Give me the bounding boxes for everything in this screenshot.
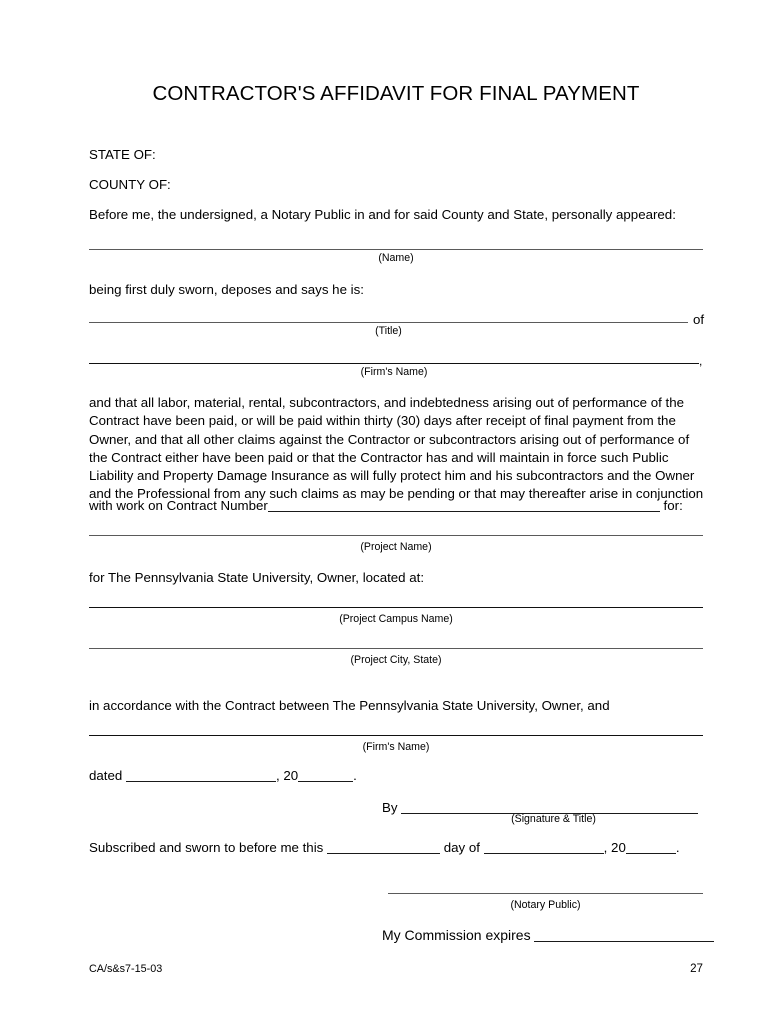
project-city-blank-rule[interactable] (89, 648, 703, 649)
body-line-2: Contract have been paid, or will be paid within thirty (30) days after receipt of final payment from the (89, 413, 676, 429)
notary-public-blank-rule[interactable] (388, 893, 703, 894)
county-of-label: COUNTY OF: (89, 177, 171, 192)
firm-name-caption-1: (Firm's Name) (360, 366, 428, 378)
title-caption: (Title) (375, 325, 402, 337)
name-blank-rule[interactable] (89, 249, 703, 250)
commission-expires-label: My Commission expires (382, 927, 531, 943)
body-line-1: and that all labor, material, rental, subcontractors, and indebtedness arising out of performance of the (89, 395, 685, 410)
project-city-caption: (Project City, State) (350, 654, 442, 666)
subscribed-period: . (675, 840, 680, 855)
contract-number-for-label: for: (663, 498, 683, 513)
affidavit-body-paragraph (89, 394, 704, 504)
dated-date-blank[interactable] (126, 770, 276, 782)
contract-number-line (89, 497, 683, 514)
subscribed-line (89, 839, 680, 856)
footer-form-code: CA/s&s7-15-03 (89, 963, 163, 975)
body-line-3: Owner, and that all other claims against the Contractor or subcontractors arising out of performance of (89, 431, 690, 447)
body-line-4: the Contract either have been paid or that the Contractor has and will maintain in force such Public (89, 449, 669, 465)
subscribed-day-of-label: day of (443, 840, 480, 855)
dated-line (89, 767, 357, 784)
sworn-statement-text: being first duly sworn, deposes and says he is: (89, 282, 364, 297)
firm-name-caption-2: (Firm's Name) (362, 741, 430, 753)
dated-year-blank[interactable] (298, 770, 353, 782)
title-blank-rule[interactable] (89, 322, 688, 323)
body-line-5: Liability and Property Damage Insurance as will fully protect him and his subcontractors and the Owner (89, 468, 695, 484)
notary-intro-text: Before me, the undersigned, a Notary Public in and for said County and State, personally appeared: (89, 207, 676, 222)
notary-public-caption: (Notary Public) (510, 899, 581, 911)
signature-title-caption: (Signature & Title) (511, 813, 596, 825)
subscribed-year-blank[interactable] (626, 842, 676, 854)
footer-page-number: 27 (690, 962, 703, 975)
name-caption: (Name) (378, 252, 414, 264)
accordance-text: in accordance with the Contract between The Pennsylvania State University, Owner, and (89, 698, 610, 713)
firm-name-trailing-comma: , (699, 354, 703, 368)
dated-label: dated (89, 768, 123, 783)
subscribed-day-blank[interactable] (327, 842, 440, 854)
page-title: CONTRACTOR'S AFFIDAVIT FOR FINAL PAYMENT (152, 82, 640, 105)
dated-period: . (353, 768, 357, 783)
project-campus-caption: (Project Campus Name) (339, 613, 453, 625)
by-label: By (382, 800, 398, 815)
subscribed-label: Subscribed and sworn to before me this (89, 840, 324, 855)
contract-number-label: with work on Contract Number (89, 498, 268, 513)
commission-expires-line (382, 927, 714, 944)
state-of-label: STATE OF: (89, 147, 156, 162)
contract-number-input-blank[interactable] (268, 500, 660, 512)
of-connector-word: of (693, 312, 705, 327)
firm-name-blank-rule-1[interactable] (89, 363, 699, 364)
body-line-6: and the Professional from any such claims as may be pending or that may thereafter arise in conjunction (89, 486, 704, 502)
page-content-area (89, 0, 703, 1024)
dated-year-prefix: , 20 (275, 768, 299, 783)
project-campus-blank-rule[interactable] (89, 607, 703, 608)
commission-expires-blank[interactable] (534, 930, 714, 942)
subscribed-month-blank[interactable] (484, 842, 604, 854)
project-name-caption: (Project Name) (360, 541, 432, 553)
firm-name-blank-rule-2[interactable] (89, 735, 703, 736)
project-name-blank-rule[interactable] (89, 535, 703, 536)
owner-location-text: for The Pennsylvania State University, Owner, located at: (89, 570, 425, 585)
subscribed-year-prefix: , 20 (603, 840, 626, 855)
